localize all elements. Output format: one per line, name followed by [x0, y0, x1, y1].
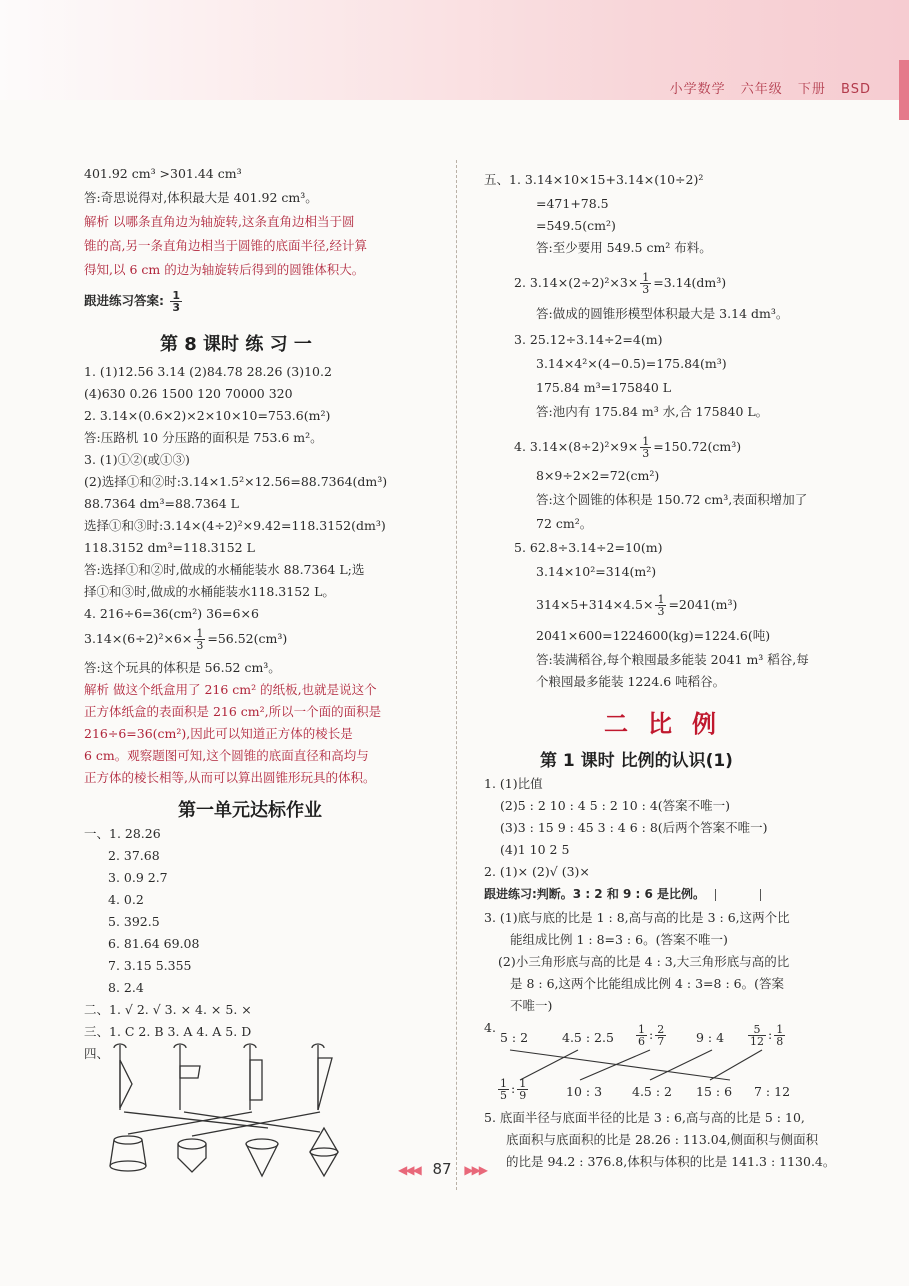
- answer-line: 8×9÷2×2=72(cm²): [536, 468, 660, 483]
- answer-line: 7. 3.15 5.355: [108, 958, 192, 973]
- edge-tab: [899, 60, 909, 120]
- answer-line: 5. 62.8÷3.14÷2=10(m): [514, 540, 663, 555]
- ratio-label: 5 : 2: [500, 1030, 529, 1045]
- ratio-label: $\frac{1}{5}$ : $\frac{1}{9}$: [500, 1077, 527, 1102]
- answer-line: 4. 0.2: [108, 892, 144, 907]
- answer-line: 3. (1)底与底的比是 1 : 8,高与高的比是 3 : 6,这两个比: [484, 910, 790, 925]
- answer-line: 314×5+314×4.5× $\frac{1}{3}$ =2041(m³): [536, 593, 738, 618]
- answer-line: 三、1. C 2. B 3. A 4. A 5. D: [84, 1024, 252, 1039]
- answer-line: 3.14×10²=314(m²): [536, 564, 657, 579]
- answer-line: =549.5(cm²): [536, 218, 616, 233]
- answer-line: =471+78.5: [536, 196, 609, 211]
- answer-line: 8. 2.4: [108, 980, 144, 995]
- fraction: $\frac{1}{3}$: [196, 627, 204, 652]
- answer-line: (2)选择①和②时:3.14×1.5²×12.56=88.7364(dm³): [84, 474, 388, 489]
- answer-line: 答:池内有 175.84 m³ 水,合 175840 L。: [536, 404, 769, 419]
- ratio-label: 4.5 : 2: [632, 1084, 672, 1099]
- answer-line: 五、1. 3.14×10×15+3.14×(10÷2)²: [484, 172, 704, 187]
- answer-line: 二、1. √ 2. √ 3. × 4. × 5. ×: [84, 1002, 252, 1017]
- analysis-line: 正方体纸盒的表面积是 216 cm²,所以一个面的面积是: [84, 704, 382, 719]
- left-arrows-icon: ◀◀◀: [398, 1163, 420, 1177]
- answer-line: 2041×600=1224600(kg)=1224.6(吨): [536, 628, 771, 643]
- answer-line: 答:压路机 10 分压路的面积是 753.6 m²。: [84, 430, 323, 445]
- header-grade: 六年级: [740, 82, 783, 97]
- answer-line: 2. 3.14×(2÷2)²×3× $\frac{1}{3}$ =3.14(dm³): [514, 271, 727, 296]
- header-subject: 小学数学: [669, 82, 726, 97]
- answer-line: 3. 0.9 2.7: [108, 870, 168, 885]
- answer-line: 能组成比例 1 : 8=3 : 6。(答案不唯一): [510, 932, 728, 947]
- answer-line: 88.7364 dm³=88.7364 L: [84, 496, 239, 511]
- fraction: $\frac{1}{3}$: [172, 289, 181, 314]
- book-header: [660, 78, 871, 97]
- answer-line: 1. (1)比值: [484, 776, 543, 791]
- answer-line: 1. (1)12.56 3.14 (2)84.78 28.26 (3)10.2: [84, 364, 332, 379]
- follow-practice: [84, 290, 184, 313]
- lesson-title: 第 8 课时 练 习 一: [160, 334, 312, 355]
- ratio-label: 7 : 12: [754, 1084, 791, 1099]
- header-edition: BSD: [841, 82, 871, 97]
- answer-line: 的比是 94.2 : 376.8,体积与体积的比是 141.3 : 1130.4。: [506, 1154, 836, 1169]
- answer-line: 3.14×4²×(4−0.5)=175.84(m³): [536, 356, 727, 371]
- answer-line: 择①和③时,做成的水桶能装水118.3152 L。: [84, 584, 335, 599]
- analysis-line: 锥的高,另一条直角边相当于圆锥的底面半径,经计算: [84, 238, 367, 253]
- answer-line: 2. 3.14×(0.6×2)×2×10×10=753.6(m²): [84, 408, 331, 423]
- analysis-line: 216÷6=36(cm²),因此可以知道正方体的棱长是: [84, 726, 353, 741]
- answer-line: 4.: [484, 1020, 496, 1035]
- answer-line: 选择①和③时:3.14×(4÷2)²×9.42=118.3152(dm³): [84, 518, 386, 533]
- answer-line: 4. 216÷6=36(cm²) 36=6×6: [84, 606, 259, 621]
- column-divider: [456, 160, 457, 1190]
- answer-line: (4)1 10 2 5: [500, 842, 570, 857]
- ratio-label: 15 : 6: [696, 1084, 733, 1099]
- unit-title: 第一单元达标作业: [178, 800, 322, 821]
- fraction: $\frac{1}{3}$: [642, 271, 650, 296]
- ratio-label: 4.5 : 2.5: [562, 1030, 614, 1045]
- answer-line: 4. 3.14×(8÷2)²×9× $\frac{1}{3}$ =150.72(cm³): [514, 435, 742, 460]
- ratio-label: $\frac{1}{6}$ : $\frac{2}{7}$: [638, 1023, 665, 1048]
- analysis-line: 6 cm。观察题图可知,这个圆锥的底面直径和高均与: [84, 748, 369, 763]
- page-number: 87: [432, 1160, 452, 1178]
- fraction: $\frac{1}{3}$: [657, 593, 665, 618]
- answer-line: 答:装满稻谷,每个粮囤最多能装 2041 m³ 稻谷,每: [536, 652, 809, 667]
- answer-blank: [715, 889, 761, 901]
- answer-line: 5. 392.5: [108, 914, 160, 929]
- answer-line: 3.14×(6÷2)²×6× $\frac{1}{3}$ =56.52(cm³): [84, 627, 288, 652]
- answer-line: (2)5 : 2 10 : 4 5 : 2 10 : 4(答案不唯一): [500, 798, 731, 813]
- follow-label: 跟进练习答案:: [84, 293, 164, 308]
- follow-practice: 跟进练习:判断。3 : 2 和 9 : 6 是比例。: [484, 886, 761, 902]
- ratio-label: $\frac{5}{12}$ : $\frac{1}{8}$: [750, 1023, 784, 1048]
- answer-line: 2. (1)× (2)√ (3)×: [484, 864, 590, 879]
- analysis-line: 解析 以哪条直角边为轴旋转,这条直角边相当于圆: [84, 214, 355, 229]
- answer-line: 答:选择①和②时,做成的水桶能装水 88.7364 L;选: [84, 562, 365, 577]
- analysis-line: 正方体的棱长相等,从而可以算出圆锥形玩具的体积。: [84, 770, 376, 785]
- answer-line: 底面积与底面积的比是 28.26 : 113.04,侧面积与侧面积: [506, 1132, 819, 1147]
- answer-line: 答:这个圆锥的体积是 150.72 cm³,表面积增加了: [536, 492, 808, 507]
- ratio-label: 9 : 4: [696, 1030, 725, 1045]
- answer-line: 答:至少要用 549.5 cm² 布料。: [536, 240, 712, 255]
- answer-line: 118.3152 dm³=118.3152 L: [84, 540, 255, 555]
- text-line: 401.92 cm³ >301.44 cm³: [84, 166, 242, 181]
- ratio-matching-lines: [490, 1046, 790, 1086]
- analysis-line: 解析 做这个纸盒用了 216 cm² 的纸板,也就是说这个: [84, 682, 377, 697]
- right-arrows-icon: ▶▶▶: [464, 1163, 487, 1177]
- answer-line: 是 8 : 6,这两个比能组成比例 4 : 3=8 : 6。(答案: [510, 976, 784, 991]
- answer-line: 四、: [84, 1046, 110, 1061]
- answer-line: 3. (1)①②(或①③): [84, 452, 190, 467]
- answer-line: 72 cm²。: [536, 516, 593, 531]
- answer-line: (2)小三角形底与高的比是 4 : 3,大三角形底与高的比: [498, 954, 790, 969]
- answer-line: (3)3 : 15 9 : 45 3 : 4 6 : 8(后两个答案不唯一): [500, 820, 768, 835]
- header-volume: 下册: [797, 82, 826, 97]
- answer-line: 不唯一): [510, 998, 553, 1013]
- answer-line: (4)630 0.26 1500 120 70000 320: [84, 386, 293, 401]
- analysis-line: 得知,以 6 cm 的边为轴旋转后得到的圆锥体积大。: [84, 262, 365, 277]
- answer-line: 3. 25.12÷3.14÷2=4(m): [514, 332, 663, 347]
- lesson-title: 第 1 课时 比例的认识(1): [540, 751, 733, 771]
- rotation-matching-figure: [100, 1040, 360, 1180]
- answer-line: 2. 37.68: [108, 848, 160, 863]
- answer-line: 答:这个玩具的体积是 56.52 cm³。: [84, 660, 281, 675]
- answer-line: 6. 81.64 69.08: [108, 936, 200, 951]
- answer-line: 一、1. 28.26: [84, 826, 161, 841]
- page-number-bar: [398, 1160, 486, 1178]
- answer-line: 5. 底面半径与底面半径的比是 3 : 6,高与高的比是 5 : 10,: [484, 1110, 805, 1125]
- answer-line: 个粮囤最多能装 1224.6 吨稻谷。: [536, 674, 726, 689]
- unit-heading: 二比例: [604, 710, 736, 738]
- answer-line: 答:做成的圆锥形模型体积最大是 3.14 dm³。: [536, 306, 789, 321]
- ratio-label: 10 : 3: [566, 1084, 603, 1099]
- answer-line: 175.84 m³=175840 L: [536, 380, 672, 395]
- fraction: $\frac{1}{3}$: [642, 435, 650, 460]
- text-line: 答:奇思说得对,体积最大是 401.92 cm³。: [84, 190, 318, 205]
